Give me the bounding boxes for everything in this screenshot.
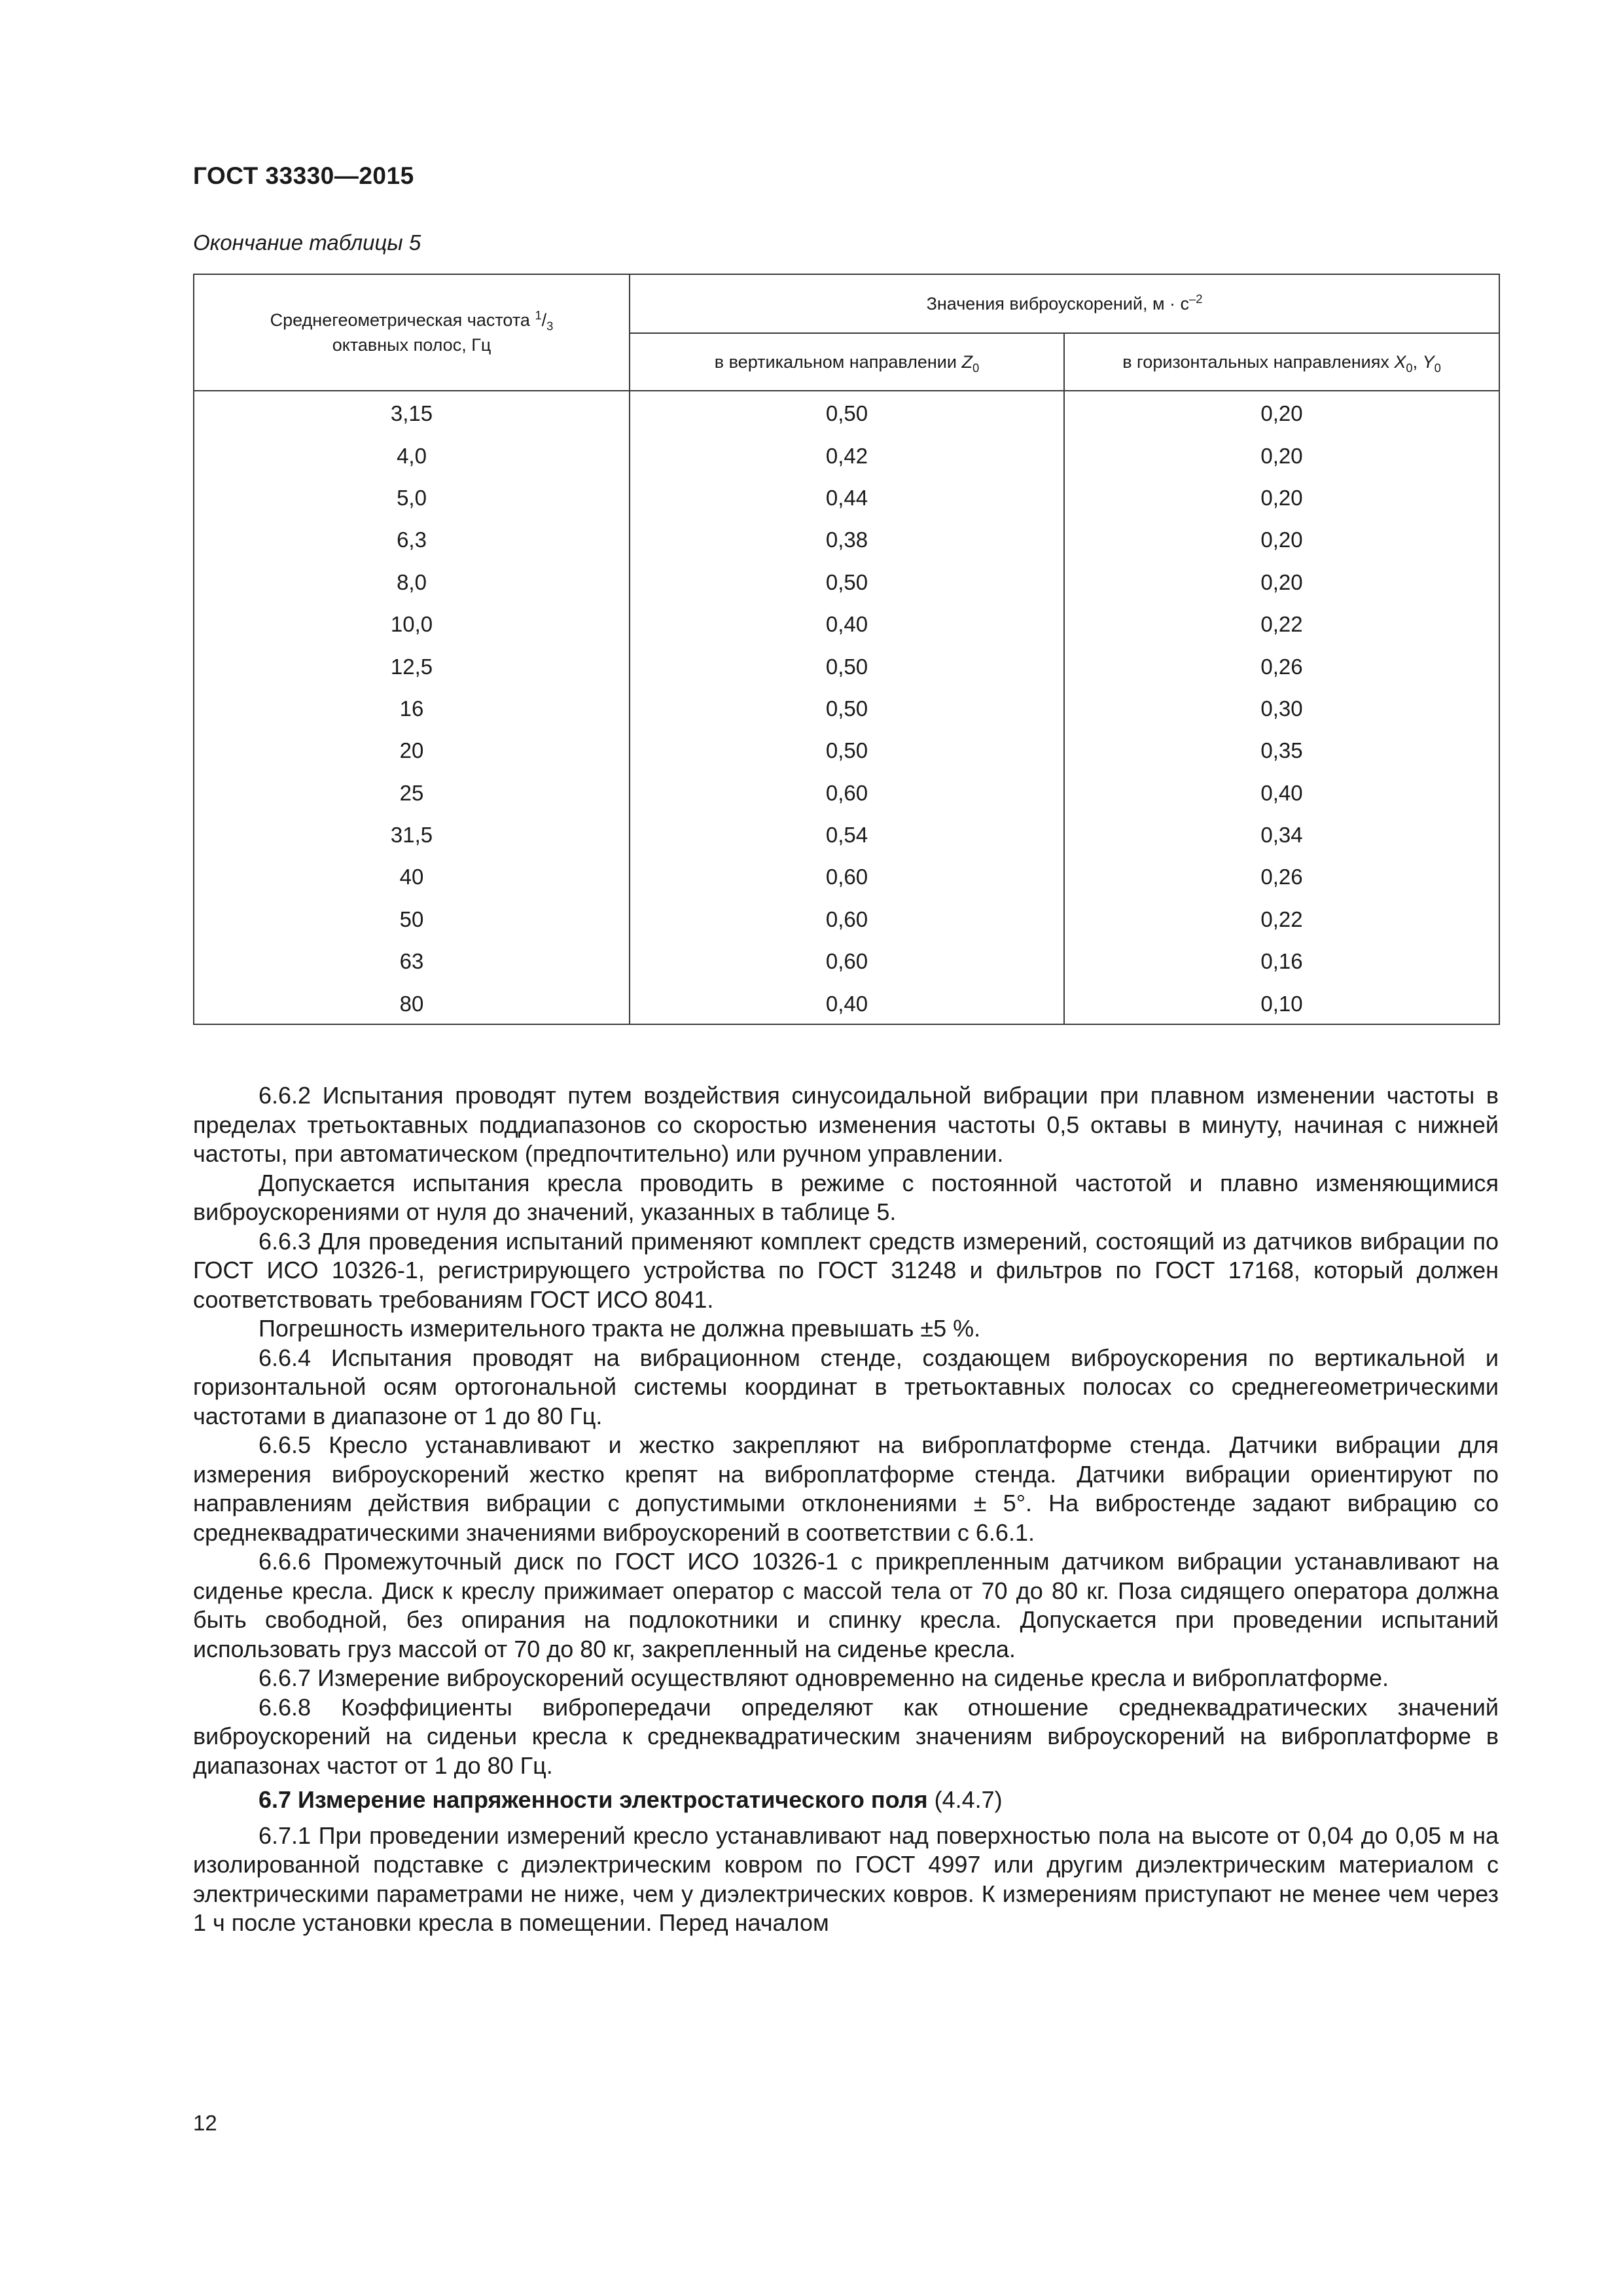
section-reference: (4.4.7) <box>934 1786 1003 1813</box>
paragraph-6-6-3: 6.6.3 Для проведения испытаний применяют комплект средств измерений, состоящий из датчиков вибрации по ГОСТ ИСО 10326-1, регистрирующего устройства по ГОСТ 31248 и фильтров по ГОСТ 17168, который должен соответствовать требованиям ГОСТ ИСО 8041. <box>193 1227 1499 1313</box>
horizontal-value-cell: 0,20 <box>1064 518 1499 560</box>
horizontal-value-cell: 0,26 <box>1064 855 1499 897</box>
paragraph-6-6-4: 6.6.4 Испытания проводят на вибрационном стенде, создающем виброускорения по вертикальной и горизонтальной осям ортогональной системы координат в третьоктавных полосах со среднегеометрическими частотами в диапазоне от 1 до 80 Гц. <box>193 1344 1499 1429</box>
vibration-acceleration-table <box>193 274 1500 1025</box>
frequency-cell: 8,0 <box>194 560 630 602</box>
vertical-direction-header: в вертикальном направлении $Z_0$ <box>630 333 1064 391</box>
vertical-value-cell: 0,50 <box>630 560 1064 602</box>
table-row <box>194 813 1499 855</box>
horizontal-value-cell: 0,34 <box>1064 813 1499 855</box>
frequency-cell: 25 <box>194 771 630 813</box>
table-row <box>194 644 1499 686</box>
document-id: ГОСТ 33330—2015 <box>193 162 414 189</box>
horizontal-directions-header: в горизонтальных направлениях $X_0$, $Y_0$ <box>1064 333 1499 391</box>
vertical-value-cell: 0,40 <box>630 981 1064 1024</box>
table-row <box>194 939 1499 981</box>
frequency-cell: 4,0 <box>194 433 630 475</box>
frequency-cell: 5,0 <box>194 476 630 518</box>
horizontal-value-cell: 0,40 <box>1064 771 1499 813</box>
horizontal-value-cell: 0,22 <box>1064 602 1499 644</box>
vertical-value-cell: 0,50 <box>630 728 1064 770</box>
frequency-cell: 50 <box>194 897 630 939</box>
paragraph-6-6-5: 6.6.5 Кресло устанавливают и жестко закрепляют на виброплатформе стенда. Датчики вибрации для измерения виброускорений жестко крепят на виброплатформе стенда. Датчики вибрации ориентируют по направлениям действия вибрации с допустимыми отклонениями ± 5°. На вибростенде задают вибрацию со среднеквадратическими значениями виброускорений в соответствии с 6.6.1. <box>193 1431 1499 1546</box>
paragraph-6-6-2: 6.6.2 Испытания проводят путем воздействия синусоидальной вибрации при плавном изменении частоты в пределах третьоктавных поддиапазонов со скоростью изменения частоты 0,5 октавы в минуту, начиная с нижней частоты, при автоматическом (предпочтительно) или ручном управлении. <box>193 1082 1499 1167</box>
frequency-cell: 20 <box>194 728 630 770</box>
vertical-value-cell: 0,60 <box>630 939 1064 981</box>
frequency-cell: 16 <box>194 687 630 728</box>
vertical-value-cell: 0,50 <box>630 687 1064 728</box>
body-text <box>193 1081 1499 1938</box>
horizontal-value-cell: 0,20 <box>1064 433 1499 475</box>
table-row <box>194 897 1499 939</box>
table-row <box>194 728 1499 770</box>
vertical-value-cell: 0,42 <box>630 433 1064 475</box>
vertical-value-cell: 0,54 <box>630 813 1064 855</box>
frequency-cell: 63 <box>194 939 630 981</box>
vertical-value-cell: 0,60 <box>630 855 1064 897</box>
frequency-cell: 3,15 <box>194 391 630 433</box>
horizontal-value-cell: 0,10 <box>1064 981 1499 1024</box>
frequency-cell: 40 <box>194 855 630 897</box>
frequency-cell: 80 <box>194 981 630 1024</box>
horizontal-value-cell: 0,35 <box>1064 728 1499 770</box>
horizontal-value-cell: 0,20 <box>1064 476 1499 518</box>
table-row <box>194 391 1499 433</box>
vertical-value-cell: 0,40 <box>630 602 1064 644</box>
frequency-cell: 31,5 <box>194 813 630 855</box>
frequency-cell: 6,3 <box>194 518 630 560</box>
table-caption: Окончание таблицы 5 <box>193 230 421 255</box>
page-number: 12 <box>193 2111 217 2135</box>
horizontal-value-cell: 0,26 <box>1064 644 1499 686</box>
table-row <box>194 518 1499 560</box>
horizontal-value-cell: 0,20 <box>1064 560 1499 602</box>
vertical-value-cell: 0,60 <box>630 771 1064 813</box>
paragraph-6-6-3-note: Погрешность измерительного тракта не должна превышать ±5 %. <box>259 1315 981 1342</box>
table-row <box>194 476 1499 518</box>
table-row <box>194 560 1499 602</box>
vertical-value-cell: 0,44 <box>630 476 1064 518</box>
table-row <box>194 433 1499 475</box>
vertical-value-cell: 0,50 <box>630 644 1064 686</box>
section-heading-6-7: 6.7 Измерение напряженности электростатического поля (4.4.7) <box>259 1786 1003 1813</box>
vertical-value-cell: 0,60 <box>630 897 1064 939</box>
table-row <box>194 602 1499 644</box>
vertical-value-cell: 0,38 <box>630 518 1064 560</box>
paragraph-6-6-8: 6.6.8 Коэффициенты вибропередачи определяют как отношение среднеквадратических значений виброускорений на сиденьи кресла к среднеквадратическим значениям виброускорений на виброплатформе в диапазонах частот от 1 до 80 Гц. <box>193 1693 1499 1779</box>
paragraph-6-6-7: 6.6.7 Измерение виброускорений осуществляют одновременно на сиденье кресла и виброплатформе. <box>259 1664 1389 1691</box>
horizontal-value-cell: 0,20 <box>1064 391 1499 433</box>
vertical-value-cell: 0,50 <box>630 391 1064 433</box>
paragraph-6-6-2-note: Допускается испытания кресла проводить в режиме с постоянной частотой и плавно изменяющимися виброускорениями от нуля до значений, указанных в таблице 5. <box>193 1169 1499 1225</box>
table-row <box>194 687 1499 728</box>
frequency-cell: 12,5 <box>194 644 630 686</box>
table-row <box>194 981 1499 1024</box>
paragraph-6-6-6: 6.6.6 Промежуточный диск по ГОСТ ИСО 10326-1 с прикрепленным датчиком вибрации устанавливают на сиденье кресла. Диск к креслу прижимает оператор с массой тела от 70 до 80 кг. Поза сидящего оператора должна быть свободной, без опирания на подлокотники и спинку кресла. Допускается при проведении испытаний использовать груз массой от 70 до 80 кг, закрепленный на сиденье кресла. <box>193 1548 1499 1662</box>
acceleration-group-header: Значения виброускорений, $м \cdot с^{-2}$ <box>630 274 1499 333</box>
table-row <box>194 771 1499 813</box>
horizontal-value-cell: 0,22 <box>1064 897 1499 939</box>
horizontal-value-cell: 0,30 <box>1064 687 1499 728</box>
frequency-cell: 10,0 <box>194 602 630 644</box>
table-row <box>194 855 1499 897</box>
frequency-column-header: Среднегеометрическая частота $^1/_3$ октавных полос, Гц <box>194 274 630 391</box>
horizontal-value-cell: 0,16 <box>1064 939 1499 981</box>
paragraph-6-7-1: 6.7.1 При проведении измерений кресло устанавливают над поверхностью пола на высоте от 0,04 до 0,05 м на изолированной подставке с диэлектрическим ковром по ГОСТ 4997 или другим диэлектрическим материалом с электрическими параметрами не ниже, чем у диэлектрических ковров. К измерениям приступают не менее чем через 1 ч после установки кресла в помещении. Перед началом <box>193 1821 1499 1936</box>
